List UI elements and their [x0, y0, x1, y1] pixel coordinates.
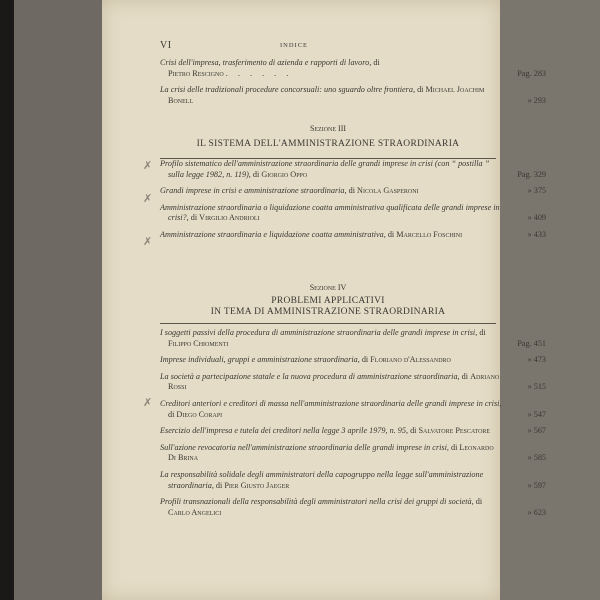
- section-rule: [160, 323, 496, 324]
- page-number: VI: [160, 40, 172, 51]
- entry-page: Pag. 451: [517, 338, 546, 348]
- entry-author: Leonardo Di Brina: [168, 442, 494, 463]
- entry-page: » 585: [527, 453, 546, 463]
- section-title-line: PROBLEMI APPLICATIVI: [271, 296, 385, 306]
- entry-page: » 567: [527, 426, 546, 436]
- entry-author: Diego Corapi: [176, 409, 223, 419]
- entry-author-prefix: di: [450, 442, 458, 452]
- entry-title: Profili transnazionali della responsabilità degli amministratori nella crisi dei gruppi di società,: [160, 497, 474, 507]
- section-label: Sezione III: [309, 124, 347, 133]
- toc-entry: [160, 328, 552, 349]
- entry-page: » 433: [527, 229, 546, 239]
- entry-author-prefix: di: [168, 409, 175, 419]
- toc-entry: [160, 470, 552, 491]
- book-gutter-shadow: [0, 0, 14, 600]
- entry-title: I soggetti passivi della procedura di amministrazione straordinaria delle grandi imprese in crisi,: [160, 328, 478, 337]
- entry-title: Imprese individuali, gruppi e amministrazione straordinaria,: [160, 355, 360, 365]
- entry-title: Sull'azione revocatoria nell'amministrazione straordinaria delle grandi imprese in crisi,: [160, 442, 449, 452]
- entry-author-prefix: di: [252, 169, 260, 179]
- entry-author: Filippo Chiomenti: [168, 338, 229, 348]
- entry-author-prefix: di: [475, 497, 483, 507]
- pencil-x-mark-icon: ✗: [143, 396, 153, 409]
- entry-title: Amministrazione straordinaria e liquidazione coatta amministrativa,: [160, 229, 386, 239]
- entry-page: » 293: [527, 95, 546, 105]
- entry-author: Floriano d'Alessandro: [370, 355, 451, 365]
- section-label: Sezione IV: [309, 283, 347, 292]
- entry-page: » 623: [527, 507, 546, 517]
- dot-leader: . . . . . .: [225, 68, 293, 78]
- toc-entry: [160, 203, 552, 224]
- entry-author: Adriano Rossi: [168, 371, 500, 392]
- entry-author: Pier Giusto Jaeger: [224, 480, 290, 490]
- entry-title: Grandi imprese in crisi e amministrazione straordinaria,: [160, 186, 347, 196]
- entry-author: Salvatore Pescatore: [418, 426, 491, 436]
- entry-author: Marcello Foschini: [396, 229, 463, 239]
- toc-entry: [160, 372, 552, 393]
- entry-author-prefix: di: [348, 186, 355, 196]
- entry-author-prefix: di: [461, 371, 469, 381]
- pencil-x-mark-icon: ✗: [143, 159, 153, 172]
- entry-author: Pietro Rescigno: [168, 68, 224, 78]
- entry-author: Nicola Gasperoni: [357, 186, 419, 196]
- toc-entry: [160, 355, 552, 366]
- entry-title: Amministrazione straordinaria o liquidazione coatta amministrativa qualificata delle grandi imprese in crisi?,: [160, 202, 500, 223]
- toc-block-3: [160, 159, 552, 247]
- toc-entry: [160, 85, 552, 106]
- pencil-x-mark-icon: ✗: [143, 235, 153, 248]
- entry-page: » 409: [527, 213, 546, 223]
- entry-author-prefix: di: [417, 85, 424, 95]
- entry-title: Crisi dell'impresa, trasferimento di azienda e rapporti di lavoro,: [160, 58, 372, 67]
- entry-title: Esercizio dell'impresa e tutela dei creditori nella legge 3 aprile 1979, n. 95,: [160, 426, 409, 436]
- pencil-x-mark-icon: ✗: [143, 192, 153, 205]
- book-page: [102, 0, 546, 600]
- entry-page: Pag. 283: [517, 68, 546, 78]
- entry-title: Creditori anteriori e creditori di massa nell'amministrazione straordinaria delle grandi imprese in crisi,: [160, 398, 502, 408]
- entry-author: Carlo Angelici: [168, 507, 222, 517]
- entry-author-prefix: di: [215, 480, 223, 490]
- toc-block-1: [160, 58, 552, 112]
- entry-title: Profilo sistematico dell'amministrazione straordinaria delle grandi imprese in crisi (con “ postilla ” sulla legge 1982, n. 119),: [160, 159, 490, 179]
- toc-entry: [160, 426, 552, 437]
- running-header: [160, 40, 428, 54]
- section-title: IL SISTEMA DELL'AMMINISTRAZIONE STRAORDINARIA: [196, 139, 460, 149]
- toc-entry: [160, 58, 552, 79]
- entry-page: » 375: [527, 186, 546, 196]
- entry-title: La responsabilità solidale degli amministratori della capogruppo nella legge sull'amministrazione straordinaria,: [160, 469, 484, 490]
- toc-entry: [160, 399, 552, 420]
- entry-author: Michael Joachim Bonell: [168, 85, 485, 105]
- entry-page: » 547: [527, 409, 546, 419]
- entry-title: La società a partecipazione statale e la nuova procedura di amministrazione straordinaria,: [160, 371, 460, 381]
- entry-page: » 473: [527, 355, 546, 365]
- entry-author-prefix: di: [190, 213, 198, 223]
- entry-author-prefix: di: [410, 426, 417, 436]
- toc-entry: [160, 443, 552, 464]
- section-title: [160, 296, 496, 318]
- toc-block-4: [160, 328, 552, 524]
- toc-entry: [160, 497, 552, 518]
- entry-author-prefix: di: [387, 229, 395, 239]
- toc-entry: [160, 186, 552, 197]
- entry-author-prefix: di: [373, 58, 380, 67]
- running-title: INDICE: [279, 42, 309, 49]
- entry-page: Pag. 329: [517, 169, 546, 179]
- entry-title: La crisi delle tradizionali procedure concorsuali: uno sguardo oltre frontiera,: [160, 85, 416, 95]
- section-title-line: IN TEMA DI AMMINISTRAZIONE STRAORDINARIA: [210, 307, 446, 317]
- toc-entry: [160, 159, 552, 180]
- entry-page: » 515: [527, 382, 546, 392]
- entry-page: » 597: [527, 480, 546, 490]
- entry-author: Giorgio Oppo: [261, 169, 308, 179]
- entry-author-prefix: di: [361, 355, 369, 365]
- entry-author: Virgilio Andrioli: [199, 213, 260, 223]
- toc-entry: [160, 230, 552, 241]
- entry-author-prefix: di: [479, 328, 486, 337]
